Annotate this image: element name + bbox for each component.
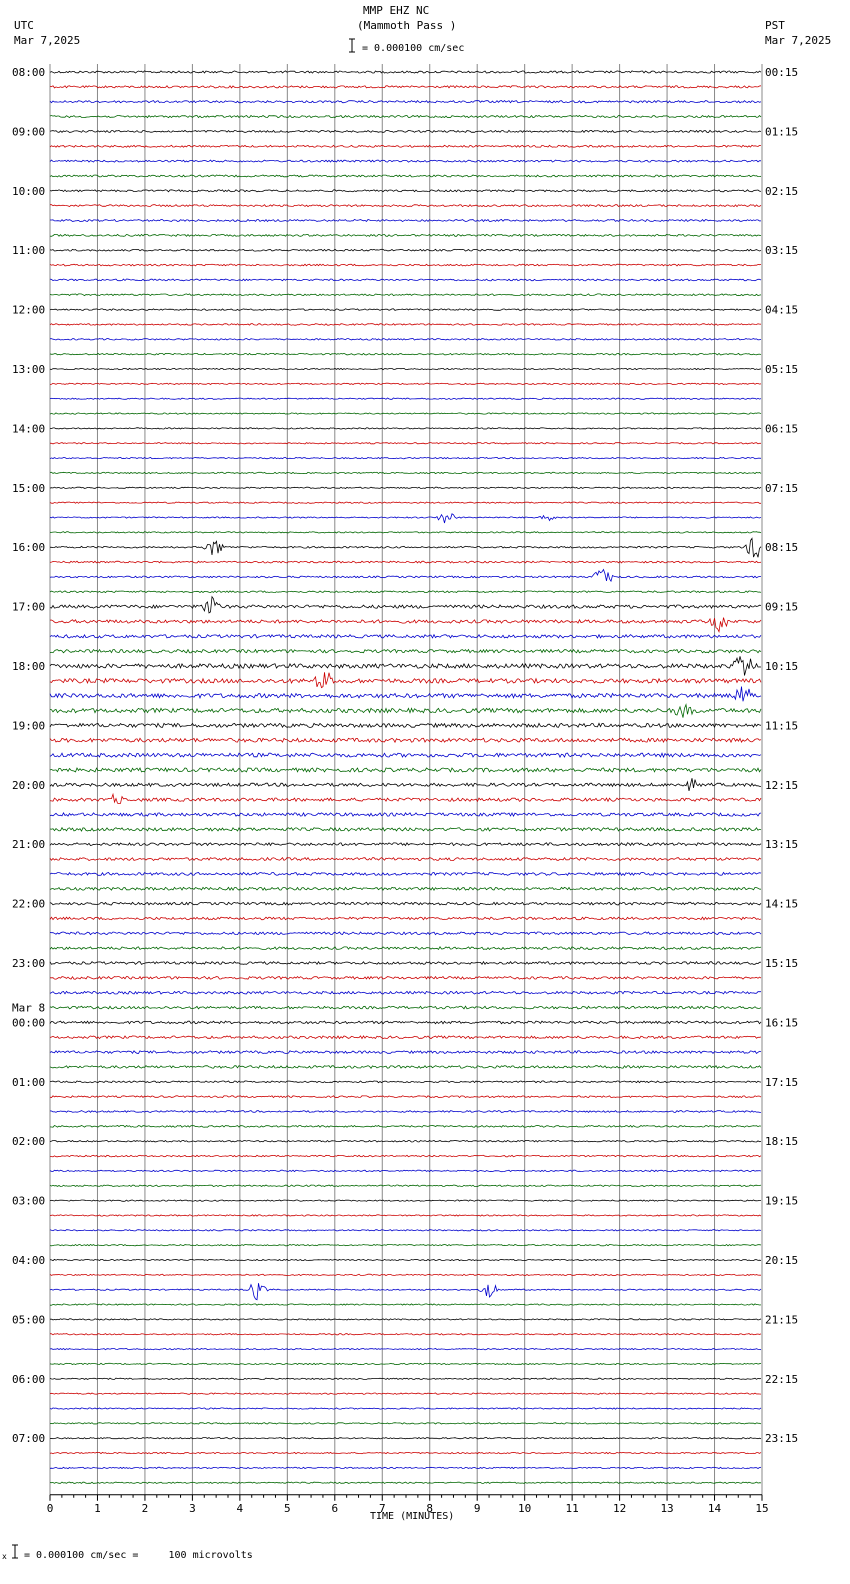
utc-hour-label: 19:00 [12, 719, 46, 733]
utc-hour-label: 13:00 [12, 363, 46, 376]
trace-line [50, 591, 761, 593]
x-tick-label: 0 [46, 1501, 54, 1515]
trace-line [50, 1245, 761, 1246]
trace-line [50, 794, 761, 803]
pst-hour-label: 14:15 [765, 897, 799, 911]
trace-line [50, 768, 761, 772]
trace-line [50, 873, 761, 876]
x-tick-label: 8 [426, 1501, 434, 1515]
utc-hour-label: 18:00 [12, 660, 46, 673]
right-timezone: PST [765, 19, 785, 32]
trace-line [50, 116, 761, 118]
right-date: Mar 7,2025 [765, 34, 832, 47]
trace-line [50, 1126, 761, 1128]
x-tick-label: 12 [612, 1501, 627, 1515]
trace-line [50, 1423, 761, 1424]
trace-line [50, 1096, 761, 1098]
trace-line [50, 1274, 761, 1275]
date-change-label: Mar 8 [12, 1001, 46, 1015]
trace-line [50, 1051, 761, 1054]
x-tick-label: 2 [141, 1501, 149, 1515]
trace-line [50, 279, 761, 281]
trace-line [50, 514, 761, 523]
pst-hour-label: 11:15 [765, 719, 799, 733]
x-tick-label: 6 [331, 1501, 339, 1515]
trace-line [50, 705, 761, 718]
utc-hour-label: 02:00 [12, 1135, 46, 1149]
trace-line [50, 597, 761, 613]
trace-line [50, 947, 761, 950]
trace-line [50, 413, 761, 414]
trace-line [50, 1006, 761, 1009]
trace-line [50, 991, 761, 994]
trace-line [50, 457, 761, 458]
utc-hour-label: 08:00 [12, 66, 46, 79]
pst-hour-label: 22:15 [765, 1372, 799, 1386]
trace-line [50, 190, 761, 192]
station-location: (Mammoth Pass ) [357, 19, 457, 32]
scale-label: = 0.000100 cm/sec [362, 43, 465, 54]
trace-line [50, 1155, 761, 1157]
utc-hour-label: 11:00 [12, 244, 46, 258]
utc-hour-label: 15:00 [12, 481, 46, 495]
left-date: Mar 7,2025 [14, 34, 81, 47]
trace-line [50, 71, 761, 73]
x-tick-label: 14 [707, 1501, 722, 1515]
utc-hour-label: 09:00 [12, 125, 46, 139]
trace-line [50, 570, 761, 582]
utc-hour-label: 12:00 [12, 303, 46, 317]
pst-hour-label: 15:15 [765, 957, 799, 970]
footer-marker-icon: x [2, 1552, 7, 1561]
trace-line [50, 368, 761, 369]
trace-line [50, 650, 761, 653]
station-title: MMP EHZ NC [363, 4, 430, 17]
x-tick-label: 4 [236, 1501, 244, 1515]
trace-line [50, 1081, 761, 1083]
x-tick-label: 5 [284, 1501, 291, 1515]
trace-line [50, 977, 761, 980]
trace-line [50, 858, 761, 861]
trace-line [50, 145, 761, 147]
pst-hour-label: 06:15 [765, 422, 799, 436]
trace-line [50, 234, 761, 236]
utc-hour-label: 06:00 [12, 1372, 46, 1386]
utc-hour-label: 01:00 [12, 1075, 46, 1089]
trace-line [50, 398, 761, 399]
left-timezone: UTC [14, 19, 34, 32]
trace-line [50, 383, 761, 384]
trace-line [50, 324, 761, 326]
trace-line [50, 778, 761, 791]
utc-hour-label: 05:00 [12, 1313, 46, 1327]
trace-line [50, 917, 761, 920]
trace-line [50, 130, 761, 132]
x-tick-label: 15 [755, 1501, 769, 1515]
trace-line [50, 561, 761, 563]
pst-hour-label: 16:15 [765, 1016, 799, 1030]
x-tick-label: 1 [94, 1501, 101, 1515]
trace-line [50, 487, 761, 488]
x-tick-label: 3 [189, 1501, 196, 1515]
trace-line [50, 264, 761, 266]
trace-line [50, 1304, 761, 1305]
trace-line [50, 1378, 761, 1379]
trace-line [50, 1259, 761, 1260]
trace-line [50, 1036, 761, 1039]
trace-line [50, 1066, 761, 1069]
trace-line [50, 1482, 761, 1483]
pst-hour-label: 23:15 [765, 1432, 799, 1446]
trace-line [50, 353, 761, 355]
trace-line [50, 532, 761, 533]
trace-line [50, 635, 761, 638]
trace-line [50, 1348, 761, 1349]
footer-scale-note: = 0.000100 cm/sec = 100 microvolts [24, 1550, 253, 1561]
trace-line [50, 1230, 761, 1231]
pst-hour-label: 20:15 [765, 1254, 799, 1267]
utc-hour-label: 16:00 [12, 541, 46, 555]
trace-line [50, 1185, 761, 1187]
trace-line [50, 618, 761, 632]
trace-line [50, 175, 761, 177]
trace-line [50, 656, 761, 675]
pst-hour-label: 08:15 [765, 541, 799, 555]
utc-hour-label: 22:00 [12, 897, 46, 911]
pst-hour-label: 09:15 [765, 600, 799, 614]
utc-hour-label: 10:00 [12, 184, 46, 198]
trace-line [50, 1452, 761, 1453]
trace-line [50, 101, 761, 103]
pst-hour-label: 19:15 [765, 1194, 799, 1208]
trace-line [50, 86, 761, 88]
x-tick-label: 11 [565, 1501, 579, 1515]
trace-line [50, 220, 761, 222]
trace-line [50, 472, 761, 473]
trace-line [50, 294, 761, 296]
trace-line [50, 753, 761, 757]
pst-hour-label: 17:15 [765, 1075, 799, 1089]
trace-line [50, 672, 761, 687]
trace-line [50, 1467, 761, 1468]
trace-line [50, 932, 761, 935]
pst-hour-label: 00:15 [765, 66, 799, 79]
utc-hour-label: 03:00 [12, 1194, 46, 1208]
trace-line [50, 1140, 761, 1142]
trace-line [50, 962, 761, 965]
pst-hour-label: 03:15 [765, 244, 799, 258]
utc-hour-label: 00:00 [12, 1016, 46, 1030]
trace-line [50, 902, 761, 905]
utc-hour-label: 20:00 [12, 778, 46, 792]
trace-line [50, 309, 761, 311]
trace-line [50, 1170, 761, 1172]
trace-line [50, 538, 761, 557]
pst-hour-label: 12:15 [765, 778, 799, 792]
trace-line [50, 723, 761, 727]
trace-line [50, 160, 761, 162]
trace-line [50, 887, 761, 890]
trace-line [50, 443, 761, 444]
x-tick-label: 9 [473, 1501, 481, 1515]
trace-line [50, 738, 761, 742]
trace-line [50, 502, 761, 503]
pst-hour-label: 10:15 [765, 660, 799, 673]
trace-line [50, 1438, 761, 1439]
trace-line [50, 1363, 761, 1364]
trace-line [50, 843, 761, 846]
trace-line [50, 1200, 761, 1201]
trace-line [50, 205, 761, 207]
x-tick-label: 10 [518, 1501, 532, 1515]
x-tick-label: 13 [660, 1501, 674, 1515]
trace-line [50, 428, 761, 429]
trace-line [50, 828, 761, 831]
trace-line [50, 339, 761, 341]
pst-hour-label: 18:15 [765, 1135, 799, 1149]
pst-hour-label: 21:15 [765, 1313, 799, 1327]
utc-hour-label: 14:00 [12, 422, 46, 436]
utc-hour-label: 07:00 [12, 1432, 46, 1446]
trace-line [50, 1111, 761, 1113]
x-axis-label: TIME (MINUTES) [370, 1511, 455, 1522]
pst-hour-label: 13:15 [765, 838, 799, 852]
footer-scale-bar-icon [10, 1544, 20, 1560]
trace-line [50, 687, 761, 702]
utc-hour-label: 17:00 [12, 600, 46, 614]
pst-hour-label: 02:15 [765, 184, 799, 198]
trace-line [50, 1021, 761, 1024]
trace-line [50, 1334, 761, 1335]
pst-hour-label: 07:15 [765, 481, 799, 495]
utc-hour-label: 04:00 [12, 1254, 46, 1267]
pst-hour-label: 04:15 [765, 303, 799, 317]
trace-line [50, 1319, 761, 1320]
x-tick-label: 7 [378, 1501, 386, 1515]
trace-line [50, 1393, 761, 1394]
trace-line [50, 1283, 761, 1300]
trace-line [50, 813, 761, 816]
trace-line [50, 1215, 761, 1216]
pst-hour-label: 05:15 [765, 363, 799, 376]
utc-hour-label: 21:00 [12, 838, 46, 852]
utc-hour-label: 23:00 [12, 957, 46, 970]
trace-line [50, 249, 761, 251]
trace-line [50, 1408, 761, 1409]
pst-hour-label: 01:15 [765, 125, 799, 139]
